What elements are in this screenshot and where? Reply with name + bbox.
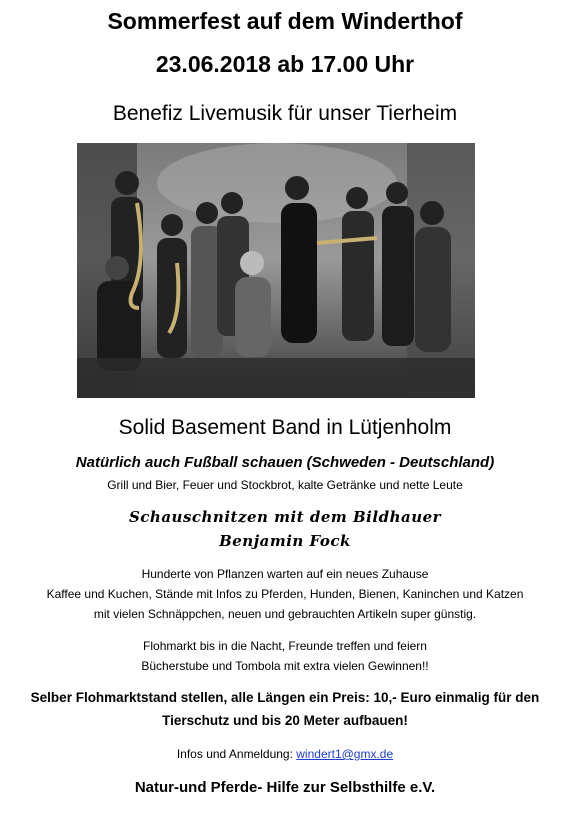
event-subtitle: Benefiz Livemusik für unser Tierheim: [112, 102, 458, 125]
event-date: 23.06.2018 ab 17.00 Uhr: [155, 51, 415, 77]
plants-line-1: Hunderte von Pflanzen warten auf ein neues Zuhause: [141, 567, 429, 581]
plants-line-2: Kaffee und Kuchen, Stände mit Infos zu Pferden, Hunden, Bienen, Kaninchen und Katzen: [46, 587, 524, 601]
band-photo-icon: [77, 143, 475, 398]
contact-label: Infos und Anmeldung:: [176, 747, 297, 761]
football-note: Natürlich auch Fußball schauen (Schweden - Deutschland): [75, 454, 495, 471]
contact-info: [0, 747, 570, 761]
stand-line-2: Tierschutz und bis 20 Meter aufbauen!: [162, 713, 408, 728]
contact-email-link[interactable]: windert1@gmx.de: [296, 747, 394, 761]
carving-line-2: Benjamin Fock: [219, 532, 351, 550]
fleamarket-line-1: Flohmarkt bis in die Nacht, Freunde treffen und feiern: [143, 639, 427, 653]
fleamarket-line-2: Bücherstube und Tombola mit extra vielen Gewinnen!!: [141, 659, 429, 673]
plants-line-3: mit vielen Schnäppchen, neuen und gebrauchten Artikeln super günstig.: [93, 607, 477, 621]
band-photo: [77, 143, 475, 398]
food-note: Grill und Bier, Feuer und Stockbrot, kalte Getränke und nette Leute: [107, 478, 463, 492]
stand-line-1: Selber Flohmarktstand stellen, alle Längen ein Preis: 10,- Euro einmalig für den: [30, 690, 540, 705]
event-title: Sommerfest auf dem Winderthof: [107, 8, 463, 34]
carving-line-1: Schauschnitzen mit dem Bildhauer: [128, 508, 442, 526]
organization-name: Natur-und Pferde- Hilfe zur Selbsthilfe e.V.: [134, 779, 436, 796]
band-name: Solid Basement Band in Lütjenholm: [118, 416, 452, 439]
